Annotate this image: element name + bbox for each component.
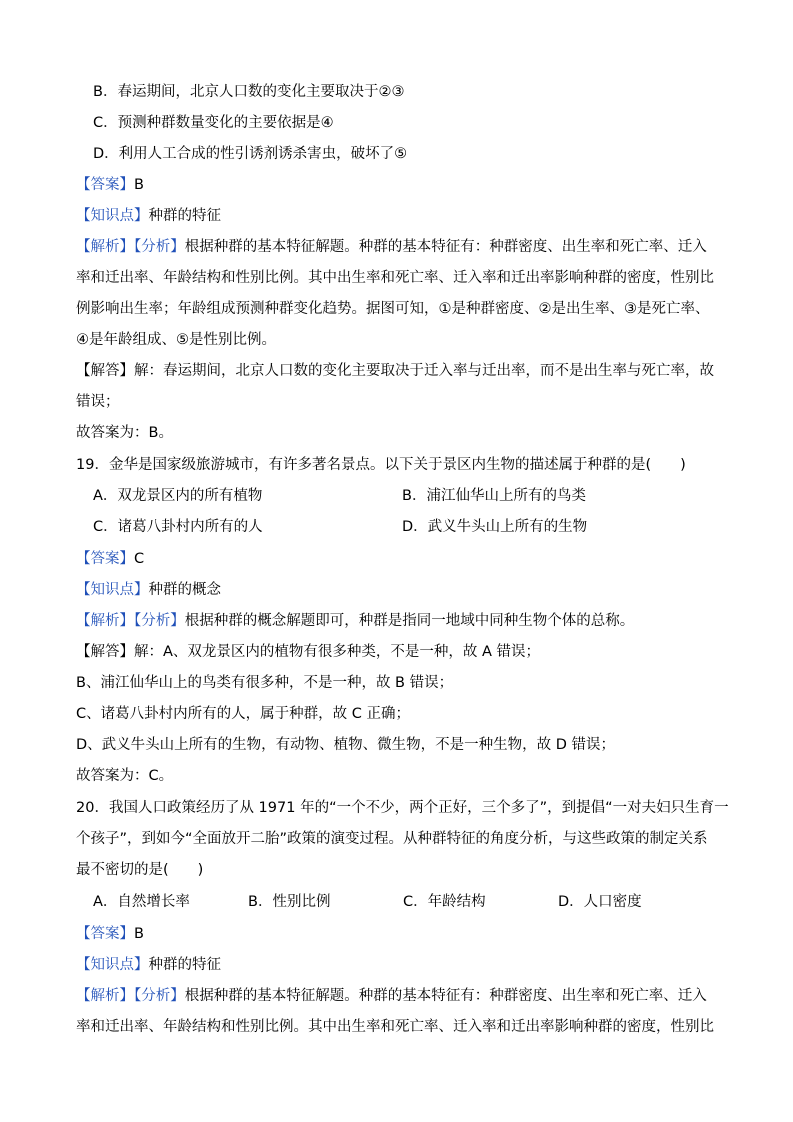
q20-stem-line-3: 最不密切的是( ) (76, 862, 204, 878)
q18-option-d: D．利用人工合成的性引诱剂诱杀害虫，破坏了⑤ (93, 146, 408, 162)
knowledge-tag: 【知识点】 (76, 582, 149, 598)
q18-analysis-line-1 (76, 237, 736, 257)
answer-tag: 【答案】 (76, 177, 134, 193)
q19-answer (76, 549, 736, 569)
q20-option-a: A．自然增长率 (93, 894, 190, 910)
knowledge-tag: 【知识点】 (76, 957, 149, 973)
q19-option-a: A．双龙景区内的所有植物 (93, 488, 263, 504)
solution-text: 解：A、双龙景区内的植物有很多种类，不是一种，故 A 错误； (134, 644, 541, 660)
analysis-tag: 【解析】【分析】 (76, 239, 185, 255)
analysis-text: 根据种群的基本特征解题。种群的基本特征有：种群密度、出生率和死亡率、迁入 (184, 239, 707, 255)
analysis-text: 根据种群的概念解题即可，种群是指同一地域中同种生物个体的总称。 (184, 613, 635, 629)
q18-solution-line-1 (76, 361, 736, 381)
solution-text: 解：春运期间，北京人口数的变化主要取决于迁入率与迁出率，而不是出生率与死亡率，故 (134, 363, 714, 379)
q18-knowledge (76, 206, 736, 226)
q19-knowledge (76, 580, 736, 600)
answer-tag: 【答案】 (76, 551, 134, 567)
q18-analysis-line-2: 率和迁出率、年龄结构和性别比例。其中出生率和死亡率、迁入率和迁出率影响种群的密度，性别比 (76, 270, 714, 286)
answer-value: C (134, 551, 145, 567)
q20-analysis-line-1 (76, 986, 736, 1006)
analysis-text: 根据种群的基本特征解题。种群的基本特征有：种群密度、出生率和死亡率、迁入 (184, 988, 707, 1004)
q19-stem: 19．金华是国家级旅游城市，有许多著名景点。以下关于景区内生物的描述属于种群的是( ) (76, 457, 686, 473)
q20-stem-line-2: 个孩子”，到如今“全面放开二胎”政策的演变过程。从种群特征的角度分析，与这些政策的制定关系 (76, 831, 708, 847)
q18-solution-line-2: 错误； (76, 394, 120, 410)
knowledge-value: 种群的特征 (148, 957, 221, 973)
answer-value: B (134, 926, 144, 942)
solution-tag: 【解答】 (76, 644, 134, 660)
knowledge-tag: 【知识点】 (76, 208, 149, 224)
knowledge-value: 种群的概念 (148, 582, 221, 598)
analysis-tag: 【解析】【分析】 (76, 613, 185, 629)
q18-final-answer: 故答案为：B。 (76, 425, 173, 441)
q20-option-c: C．年龄结构 (403, 894, 486, 910)
q19-final-answer: 故答案为：C。 (76, 768, 174, 784)
q19-option-d: D．武义牛头山上所有的生物 (402, 519, 588, 535)
answer-tag: 【答案】 (76, 926, 134, 942)
q18-analysis-line-3: 例影响出生率；年龄组成预测种群变化趋势。据图可知，①是种群密度、②是出生率、③是死亡率、 (76, 301, 710, 317)
q18-option-c: C．预测种群数量变化的主要依据是④ (93, 115, 334, 131)
q20-options-row (0, 892, 793, 912)
q20-stem-line-1: 20．我国人口政策经历了从 1971 年的“一个不少，两个正好，三个多了”，到提倡“一对夫妇只生育一 (76, 800, 729, 816)
q19-solution-line-4: D、武义牛头山上所有的生物，有动物、植物、微生物，不是一种生物，故 D 错误； (76, 737, 616, 753)
q19-options-row-1 (0, 486, 793, 506)
q20-analysis-line-2: 率和迁出率、年龄结构和性别比例。其中出生率和死亡率、迁入率和迁出率影响种群的密度，性别比 (76, 1019, 714, 1035)
q19-option-b: B．浦江仙华山上所有的鸟类 (402, 488, 586, 504)
q19-option-c: C．诸葛八卦村内所有的人 (93, 519, 263, 535)
q20-knowledge (76, 955, 736, 975)
answer-value: B (134, 177, 144, 193)
solution-tag: 【解答】 (76, 363, 134, 379)
q19-solution-line-3: C、诸葛八卦村内所有的人，属于种群，故 C 正确； (76, 706, 410, 722)
q20-option-d: D．人口密度 (558, 894, 642, 910)
q18-option-b: B．春运期间，北京人口数的变化主要取决于②③ (93, 84, 405, 100)
q20-answer (76, 924, 736, 944)
q18-analysis-line-4: ④是年龄组成、⑤是性别比例。 (76, 332, 276, 348)
q18-answer (76, 175, 736, 195)
analysis-tag: 【解析】【分析】 (76, 988, 185, 1004)
q19-options-row-2 (0, 517, 793, 537)
q19-analysis (76, 611, 736, 631)
q19-solution-line-2: B、浦江仙华山上的鸟类有很多种，不是一种，故 B 错误； (76, 675, 454, 691)
knowledge-value: 种群的特征 (148, 208, 221, 224)
q20-option-b: B．性别比例 (248, 894, 331, 910)
q19-solution-line-1 (76, 642, 736, 662)
